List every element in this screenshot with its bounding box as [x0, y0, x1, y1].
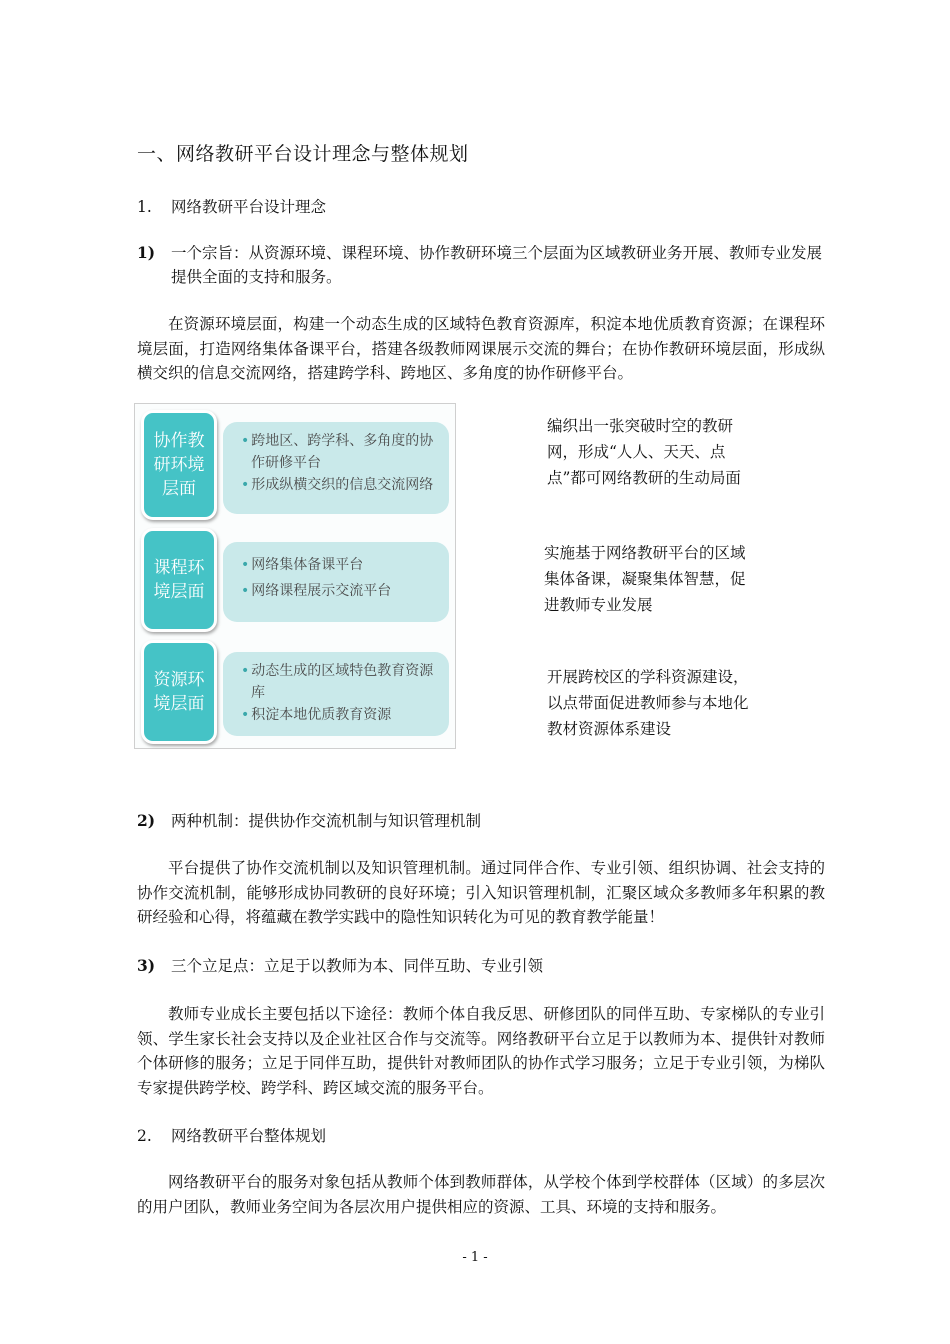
- diagram-row-resource: [135, 638, 455, 748]
- layer-diagram: [134, 403, 456, 749]
- subsection-1-title: 网络教研平台设计理念: [171, 198, 327, 216]
- paragraph-1: 在资源环境层面，构建一个动态生成的区域特色教育资源库，积淀本地优质教育资源；在课程环境层面，打造网络集体备课平台，搭建各级教师网课展示交流的舞台；在协作教研环境层面，形成纵横交织的信息交流网络，搭建跨学科、跨地区、多角度的协作研修平台。: [137, 315, 825, 382]
- diagram-info-collab: [223, 422, 449, 514]
- paragraph-4: 网络教研平台的服务对象包括从教师个体到教师群体，从学校个体到学校群体（区域）的多层次的用户团队，教师业务空间为各层次用户提供相应的资源、工具、环境的支持和服务。: [137, 1173, 825, 1216]
- list-item-2: [137, 809, 825, 833]
- list-item-1-marker: 1): [137, 243, 156, 262]
- subsection-2-heading: [137, 1124, 326, 1146]
- side-note-2: 实施基于网络教研平台的区域集体备课，凝聚集体智慧，促进教师专业发展: [544, 544, 746, 614]
- diagram-label-collab: 协作教研环境层面: [141, 410, 217, 520]
- subsection-2-title: 网络教研平台整体规划: [171, 1127, 327, 1145]
- diagram-row-course: [135, 526, 455, 632]
- list-item-2-text: 两种机制：提供协作交流机制与知识管理机制: [171, 812, 482, 830]
- side-note-1: 编织出一张突破时空的教研网，形成“人人、天天、点点”都可网络教研的生动局面: [547, 417, 741, 487]
- list-item-3-text: 三个立足点：立足于以教师为本、同伴互助、专业引领: [171, 957, 544, 975]
- list-item-3: [137, 954, 825, 978]
- list-item-2-marker: 2): [137, 811, 156, 830]
- section-title: 一、网络教研平台设计理念与整体规划: [137, 143, 469, 165]
- list-item-3-marker: 3): [137, 956, 156, 975]
- diagram-label-course: 课程环境层面: [141, 528, 217, 632]
- diagram-bullet: • 跨地区、跨学科、多角度的协作研修平台: [241, 430, 439, 474]
- diagram-bullet: • 动态生成的区域特色教育资源库: [241, 660, 439, 704]
- list-item-1: [137, 241, 825, 289]
- list-item-1-text: 一个宗旨：从资源环境、课程环境、协作教研环境三个层面为区域教研业务开展、教师专业发展提供全面的支持和服务。: [171, 244, 823, 286]
- diagram-bullet: • 积淀本地优质教育资源: [241, 704, 439, 726]
- page-number: - 1 -: [462, 1250, 488, 1265]
- diagram-info-resource: [223, 652, 449, 736]
- subsection-1-number: 1.: [137, 198, 152, 216]
- subsection-1-heading: [137, 195, 326, 217]
- paragraph-2: 平台提供了协作交流机制以及知识管理机制。通过同伴合作、专业引领、组织协调、社会支持的协作交流机制，能够形成协同教研的良好环境；引入知识管理机制，汇聚区域众多教师多年积累的教研经验和心得，将蕴藏在教学实践中的隐性知识转化为可见的教育教学能量！: [137, 859, 825, 926]
- diagram-bullet: • 形成纵横交织的信息交流网络: [241, 474, 439, 496]
- diagram-bullet: • 网络课程展示交流平台: [241, 580, 439, 602]
- diagram-row-collab: [135, 408, 455, 524]
- diagram-label-resource: 资源环境层面: [141, 640, 217, 744]
- subsection-2-number: 2.: [137, 1127, 152, 1145]
- paragraph-3: 教师专业成长主要包括以下途径：教师个体自我反思、研修团队的同伴互助、专家梯队的专业引领、学生家长社会支持以及企业社区合作与交流等。网络教研平台立足于以教师为本、提供针对教师个体研修的服务；立足于同伴互助，提供针对教师团队的协作式学习服务；立足于专业引领，为梯队专家提供跨学校、跨学科、跨区域交流的服务平台。: [137, 1005, 825, 1097]
- diagram-info-course: [223, 542, 449, 622]
- diagram-bullet: • 网络集体备课平台: [241, 554, 439, 576]
- side-note-3: 开展跨校区的学科资源建设，以点带面促进教师参与本地化教材资源体系建设: [547, 668, 749, 738]
